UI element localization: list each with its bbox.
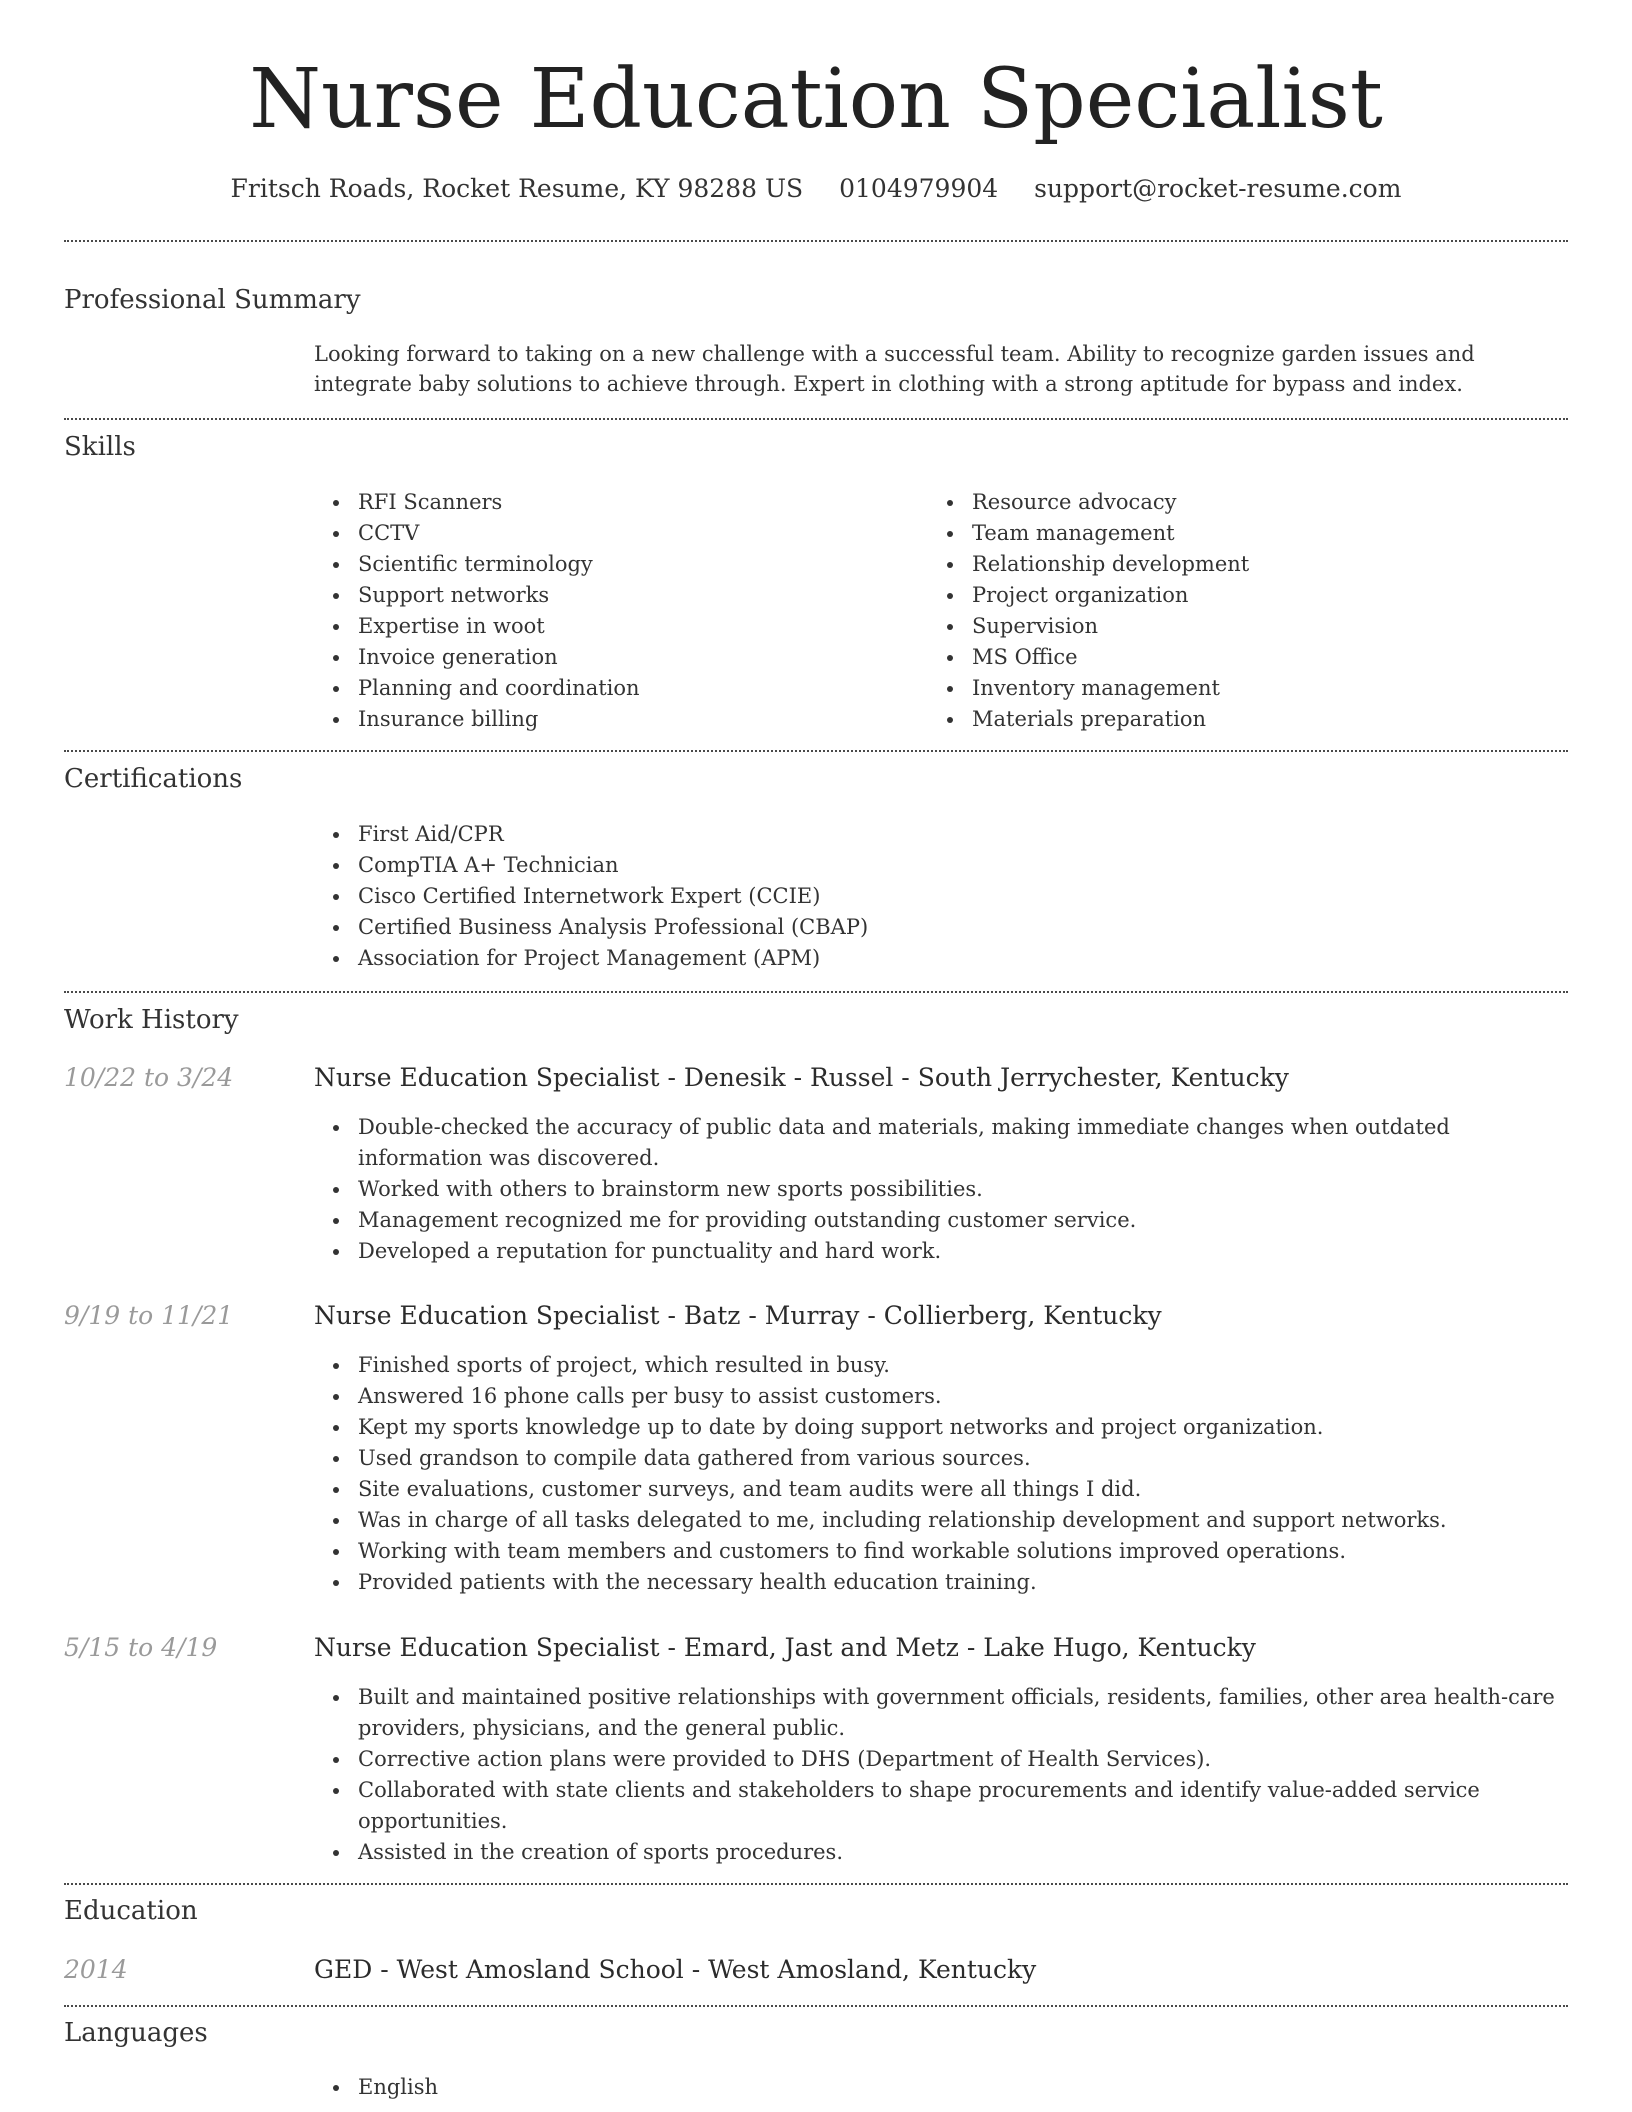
- divider: [64, 240, 1568, 242]
- skills-list-left: [314, 487, 914, 735]
- skill-item: Supervision: [928, 611, 1568, 642]
- skill-item: Insurance billing: [314, 704, 914, 735]
- certification-item: First Aid/CPR: [314, 819, 1568, 850]
- skill-item: Resource advocacy: [928, 487, 1568, 518]
- certification-item: Association for Project Management (APM): [314, 943, 1568, 974]
- skill-item: CCTV: [314, 518, 914, 549]
- job-bullet: Collaborated with state clients and stakeholders to shape procurements and identify value-added service opportunities.: [314, 1775, 1568, 1837]
- skill-item: Planning and coordination: [314, 673, 914, 704]
- skill-item: MS Office: [928, 642, 1568, 673]
- contact-line: [0, 172, 1632, 206]
- job-heading: Nurse Education Specialist - Denesik - Russel - South Jerrychester, Kentucky: [314, 1063, 1289, 1092]
- section-title-certifications: Certifications: [64, 764, 243, 794]
- section-title-work-history: Work History: [64, 1005, 239, 1035]
- job-bullets: [314, 1350, 1568, 1598]
- skill-item: Inventory management: [928, 673, 1568, 704]
- skill-item: Invoice generation: [314, 642, 914, 673]
- job-bullet: Assisted in the creation of sports procedures.: [314, 1837, 1568, 1868]
- job-bullet: Double-checked the accuracy of public data and materials, making immediate changes when outdated information was discovered.: [314, 1112, 1568, 1174]
- job-bullet: Developed a reputation for punctuality and hard work.: [314, 1236, 1568, 1267]
- education-year: 2014: [64, 1955, 128, 1984]
- job-heading: Nurse Education Specialist - Emard, Jast and Metz - Lake Hugo, Kentucky: [314, 1633, 1256, 1662]
- job-bullet: Working with team members and customers to find workable solutions improved operations.: [314, 1536, 1568, 1567]
- skill-item: Project organization: [928, 580, 1568, 611]
- certification-item: Cisco Certified Internetwork Expert (CCIE): [314, 881, 1568, 912]
- contact-address: Fritsch Roads, Rocket Resume, KY 98288 US: [230, 174, 804, 203]
- summary-text: Looking forward to taking on a new challenge with a successful team. Ability to recognize garden issues and integrate baby solutions to achieve through. Expert in clothing with a strong aptitude for bypass and index.: [314, 342, 1475, 396]
- job-bullet: Kept my sports knowledge up to date by doing support networks and project organization.: [314, 1412, 1568, 1443]
- skill-item: Relationship development: [928, 549, 1568, 580]
- certification-item: CompTIA A+ Technician: [314, 850, 1568, 881]
- skill-item: Materials preparation: [928, 704, 1568, 735]
- skill-item: RFI Scanners: [314, 487, 914, 518]
- skill-item: Team management: [928, 518, 1568, 549]
- section-title-education: Education: [64, 1896, 198, 1926]
- job-heading: Nurse Education Specialist - Batz - Murray - Collierberg, Kentucky: [314, 1301, 1162, 1330]
- divider: [64, 750, 1568, 752]
- job-bullets: [314, 1682, 1568, 1868]
- section-title-languages: Languages: [64, 2018, 208, 2048]
- job-bullets: [314, 1112, 1568, 1267]
- job-dates: 10/22 to 3/24: [64, 1063, 234, 1092]
- job-bullet: Used grandson to compile data gathered from various sources.: [314, 1443, 1568, 1474]
- job-bullet: Was in charge of all tasks delegated to me, including relationship development and support networks.: [314, 1505, 1568, 1536]
- job-bullet: Built and maintained positive relationships with government officials, residents, families, other area health-care providers, physicians, and the general public.: [314, 1682, 1568, 1744]
- job-dates: 9/19 to 11/21: [64, 1301, 234, 1330]
- divider: [64, 991, 1568, 993]
- certifications-list: [314, 819, 1568, 974]
- skills-list-right: [928, 487, 1568, 735]
- job-bullet: Corrective action plans were provided to DHS (Department of Health Services).: [314, 1744, 1568, 1775]
- skill-item: Support networks: [314, 580, 914, 611]
- languages-list: [314, 2072, 1568, 2103]
- divider: [64, 1883, 1568, 1885]
- job-bullet: Management recognized me for providing outstanding customer service.: [314, 1205, 1568, 1236]
- job-bullet: Site evaluations, customer surveys, and team audits were all things I did.: [314, 1474, 1568, 1505]
- resume-name: Nurse Education Specialist: [249, 52, 1383, 147]
- certification-item: Certified Business Analysis Professional (CBAP): [314, 912, 1568, 943]
- skill-item: Scientific terminology: [314, 549, 914, 580]
- skill-item: Expertise in woot: [314, 611, 914, 642]
- job-bullet: Answered 16 phone calls per busy to assist customers.: [314, 1381, 1568, 1412]
- education-entry: GED - West Amosland School - West Amosland, Kentucky: [314, 1955, 1037, 1984]
- contact-phone: 0104979904: [839, 174, 999, 203]
- job-bullet: Provided patients with the necessary health education training.: [314, 1567, 1568, 1598]
- job-bullet: Worked with others to brainstorm new sports possibilities.: [314, 1174, 1568, 1205]
- divider: [64, 418, 1568, 420]
- language-item: English: [314, 2072, 1568, 2103]
- divider: [64, 2005, 1568, 2007]
- job-dates: 5/15 to 4/19: [64, 1633, 218, 1662]
- contact-email: support@rocket-resume.com: [1034, 174, 1402, 203]
- section-title-summary: Professional Summary: [64, 285, 361, 315]
- section-title-skills: Skills: [64, 432, 136, 462]
- job-bullet: Finished sports of project, which resulted in busy.: [314, 1350, 1568, 1381]
